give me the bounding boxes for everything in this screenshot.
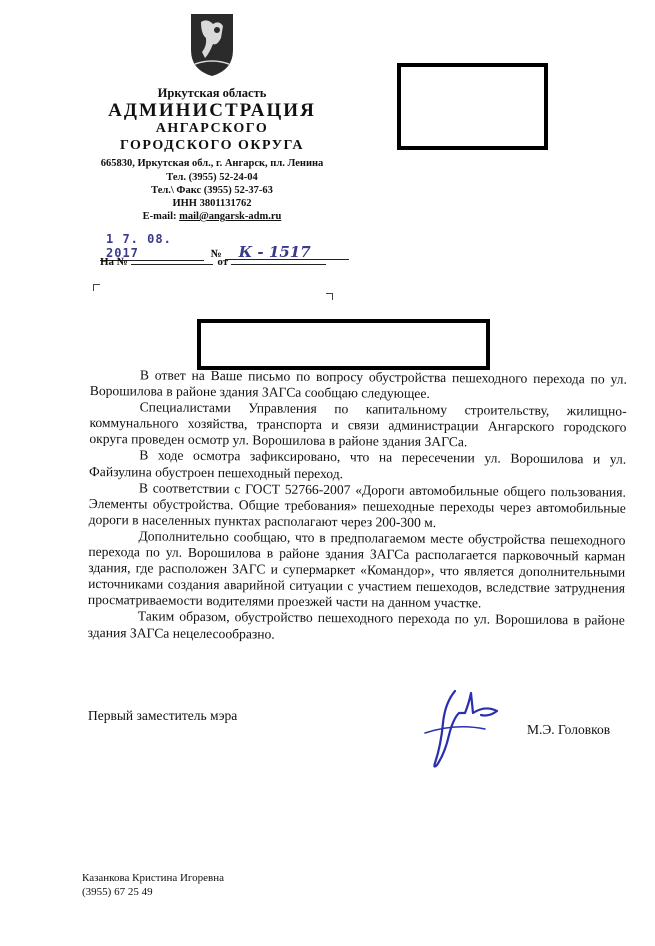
letterhead-line1: АНГАРСКОГО (155, 121, 269, 136)
letterhead-address: 665830, Иркутская обл., г. Ангарск, пл. Ленина (100, 158, 324, 169)
body-paragraph: В соответствии с ГОСТ 52766-2007 «Дороги автомобильные общего пользования. Элементы обустройства. Общие требования» пешеходные переходы через автомобильные дороги в населенных пунктах располагают через 200-300 м. (88, 480, 626, 530)
coat-of-arms-icon (187, 10, 237, 78)
signatory-name: М.Э. Головков (527, 722, 611, 737)
executor-phone: (3955) 67 25 49 (82, 886, 153, 898)
email-label: E-mail: (142, 211, 180, 222)
redacted-greeting-box (197, 319, 490, 370)
corner-mark-right (326, 293, 333, 300)
letterhead-tel: Тел. (3955) 52-24-04 (166, 172, 258, 183)
registration-number: К - 1517 (225, 245, 349, 260)
handwritten-signature (415, 683, 525, 773)
executor-name: Казанкова Кристина Игоревна (82, 872, 225, 884)
letterhead-title: АДМИНИСТРАЦИЯ (108, 100, 316, 121)
reference-date-field (231, 253, 326, 265)
registration-number-label: № (210, 248, 222, 260)
letterhead-inn: ИНН 3801131762 (172, 198, 252, 209)
letterhead-region: Иркутская область (157, 86, 267, 100)
body-paragraph: Таким образом, обустройство пешеходного перехода по ул. Ворошилова в районе здания ЗАГСа нецелесообразно. (87, 608, 625, 642)
letterhead-fax: Тел.\ Факс (3955) 52-37-63 (151, 185, 273, 196)
body-paragraph: Специалистами Управления по капитальному строительству, жилищно-коммунального хозяйства, транспорта и связи администрации Ангарского городского округа проведен осмотр ул. Ворошилова в районе здания ЗАГСа. (89, 399, 627, 450)
body-paragraph: Дополнительно сообщаю, что в предполагаемом месте обустройства пешеходного перехода по ул. Ворошилова в районе здания ЗАГСа располагается парковочный карман здания, где расположен ЗАГС и супермаркет «Командор», что является дополнительными источниками создания аварийной ситуации с участием пешеходов, вследствие затруднения просматриваемости водителями проезжей части на данном участке. (87, 528, 626, 611)
email-link[interactable]: mail@angarsk-adm.ru (179, 211, 282, 222)
signatory-title: Первый заместитель мэра (88, 708, 238, 723)
body-paragraph: В ходе осмотра зафиксировано, что на пересечении ул. Ворошилова и ул. Файзулина обустроен пешеходный переход. (89, 447, 627, 481)
reference-label: На № (100, 256, 128, 268)
letterhead-email-line (92, 211, 332, 222)
body-paragraph: В ответ на Ваше письмо по вопросу обустройства пешеходного перехода по ул. Ворошилова в районе здания ЗАГСа сообщаю следующее. (89, 367, 627, 402)
redacted-addressee-box (397, 63, 548, 150)
reference-from-label: от (217, 256, 229, 268)
letter-body (88, 367, 627, 645)
reference-number-field (131, 253, 213, 265)
registration-date: 1 7. 08. 2017 (100, 232, 204, 261)
letterhead-line2: ГОРОДСКОГО ОКРУГА (119, 138, 304, 153)
reference-line (100, 253, 326, 268)
corner-mark-left (93, 284, 100, 291)
